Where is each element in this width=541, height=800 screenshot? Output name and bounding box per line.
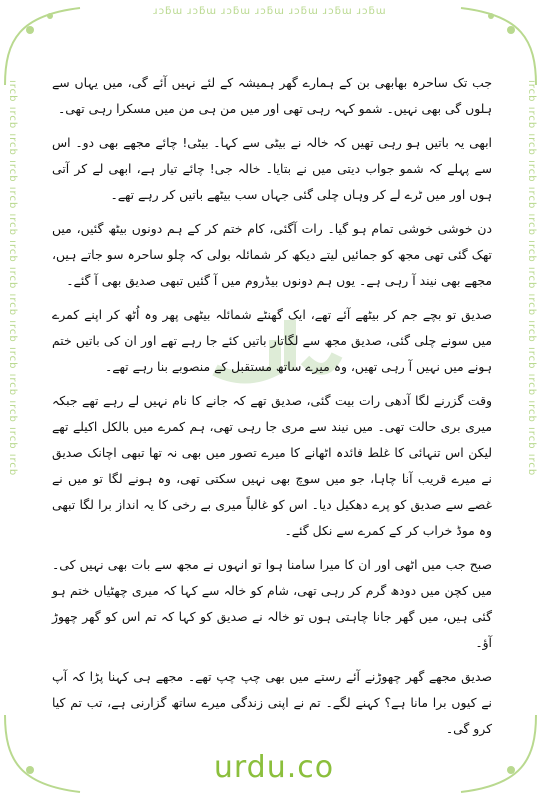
paragraph: صبح جب میں اٹھی اور ان کا میرا سامنا ہوا تو انہوں نے مجھ سے بات بھی نہیں کی۔ میں کچن میں دودھ گرم کر رہی تھی، شام کو خالہ سے کہا کہ میری چھٹیاں ختم ہو گئی ہیں، میں گھر جانا چاہتی ہوں تو خالہ نے صدیق کو کہا کہ تم اس کو گھر چھوڑ آؤ۔ xyxy=(52,557,492,650)
paragraph: وقت گزرنے لگا آدھی رات بیت گئی، صدیق تھے کہ جانے کا نام نہیں لے رہے تھے جبکہ میری بری حالت تھی۔ میں نیند سے مری جا رہی تھی، ہم کمرے میں بالکل اکیلے تھے لیکن اس تنہائی کا غلط فائدہ اٹھانے کا میرے تصور میں بھی نہ تھا تبھی اچانک صدیق نے میرے قریب آنا چاہا، جو میں سوچ بھی نہیں سکتی تھی، وہ ہونے لگا تو میں نے غصے سے صدیق کو پرے دھکیل دیا۔ اس کو غالباً میری بے رخی کا یہ انداز برا لگا تبھی وہ موڈ خراب کر کے کمرے سے نکل گئے۔ xyxy=(52,393,492,538)
top-border-pattern: ɹɔƃɯ ɹɔƃɯ ɹɔƃɯ ɹɔƃɯ ɹɔƃɯ ɹɔƃɯ ɹɔƃɯ xyxy=(153,6,387,17)
paragraph: ابھی یہ باتیں ہو رہی تھیں کہ خالہ نے بیٹی سے کہا۔ بیٹی! چائے مجھے بھی دو۔ اس سے پہلے کہ شمو جواب دیتی میں نے بتایا۔ خالہ جی! چائے تیار ہے، ابھی لے کر آتی ہوں اور میں ٹرے لے کر وہاں چلی گئی جہاں سب بیٹھے باتیں کر رہے تھے۔ xyxy=(52,135,492,202)
paragraph: جب تک ساحرہ بھابھی بن کے ہمارے گھر ہمیشہ کے لئے نہیں آئے گی، میں یہاں سے ہلوں گی بھی نہیں۔ شمو کہہ رہی تھی اور میں من ہی من میں مسکرا رہی تھی۔ xyxy=(52,75,492,116)
paragraph: صدیق تو بچے جم کر بیٹھے آئے تھے، ایک گھنٹے شمائلہ بیٹھی پھر وہ اُٹھ کر اپنے کمرے میں سونے چلی گئی، صدیق مجھ سے لگاتار باتیں کئے جا رہے تھے اور ان کی باتیں ختم ہونے میں نہیں آ رہی تھیں، وہ میرے ساتھ مستقبل کے منصوبے بنا رہے تھے۔ xyxy=(52,307,492,374)
story-text xyxy=(52,70,492,750)
paragraph: صدیق مجھے گھر چھوڑنے آئے رستے میں بھی چپ چپ تھے۔ مجھے ہی کہنا پڑا کہ آپ نے کیوں برا مانا ہے؟ کہنے لگے۔ تم نے اپنی زندگی میرے ساتھ گزارنی ہے، تب تم کیا کرو گی۔ xyxy=(52,669,492,736)
right-border-pattern: ırcb ırcb ırcb ırcb ırcb ırcb ırcb ırcb ırcb ırcb ırcb ırcb ırcb ırcb ırcb xyxy=(526,80,537,477)
left-border-pattern: ırcb ırcb ırcb ırcb ırcb ırcb ırcb ırcb ırcb ırcb ırcb ırcb ırcb ırcb ırcb xyxy=(7,80,18,477)
footer-site-logo: urdu.co xyxy=(213,750,335,785)
paragraph: دن خوشی خوشی تمام ہو گیا۔ رات آگئی، کام ختم کر کے ہم دونوں بیٹھ گئیں، میں تھک گئی تھی مجھ کو جمائیں لیتے دیکھ کر شمائلہ بولی کہ چلو ساحرہ سو جاتے ہیں، مجھے بھی نیند آ رہی ہے۔ یوں ہم دونوں بیڈروم میں آ گئیں تبھی صدیق بھی آ گئے۔ xyxy=(52,221,492,288)
